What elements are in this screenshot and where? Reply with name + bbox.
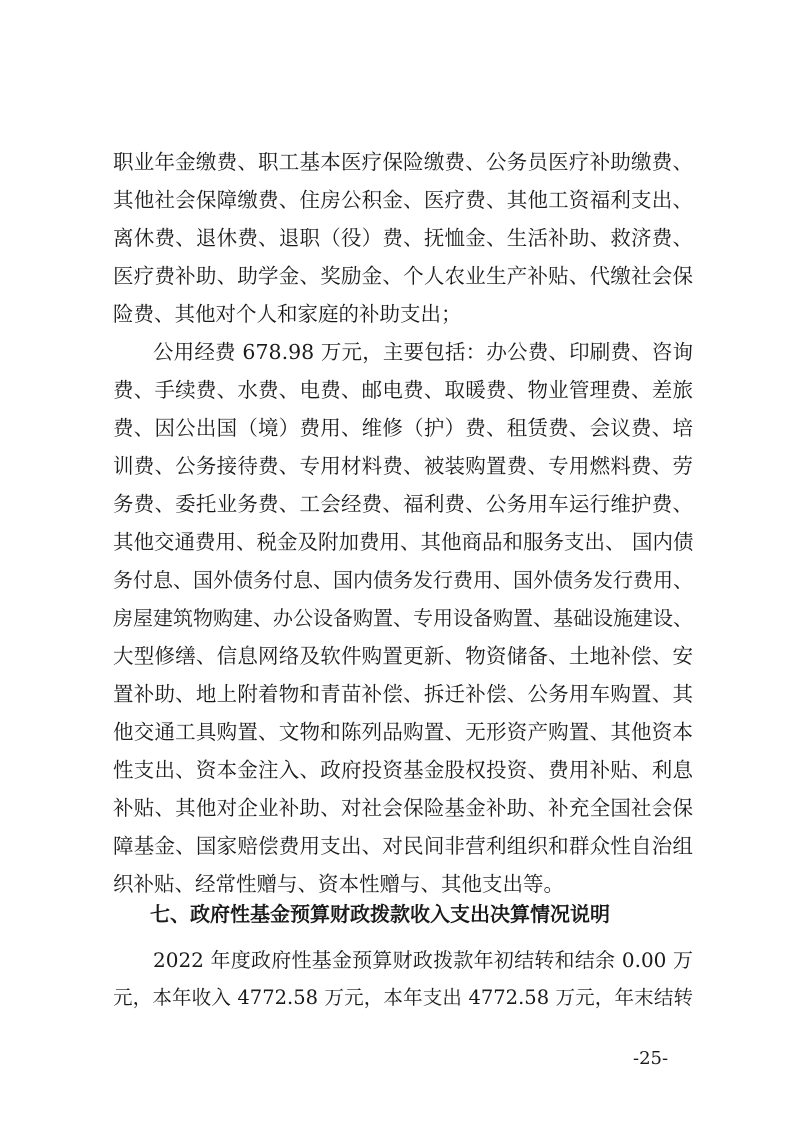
text-line: 离休费、退休费、退职（役）费、抚恤金、生活补助、救济费、 [113, 226, 693, 250]
text-line: 务付息、国外债务付息、国内债务发行费用、国外债务发行费用、 [113, 568, 693, 592]
text-line: 费、因公出国（境）费用、维修（护）费、租赁费、会议费、培 [113, 416, 693, 440]
text-line: 障基金、国家赔偿费用支出、对民间非营利组织和群众性自治组 [113, 834, 693, 858]
text-line: 医疗费补助、助学金、奖励金、个人农业生产补贴、代缴社会保 [113, 264, 693, 288]
text-line: 性支出、资本金注入、政府投资基金股权投资、费用补贴、利息 [113, 758, 693, 782]
text-line: 他交通工具购置、文物和陈列品购置、无形资产购置、其他资本 [113, 720, 693, 744]
text-line: 其他社会保障缴费、住房公积金、医疗费、其他工资福利支出、 [113, 188, 693, 212]
section-heading: 七、政府性基金预算财政拨款收入支出决算情况说明 [150, 902, 610, 926]
text-line: 房屋建筑物购建、办公设备购置、专用设备购置、基础设施建设、 [113, 606, 693, 630]
text-line: 置补助、地上附着物和青苗补偿、拆迁补偿、公务用车购置、其 [113, 682, 693, 706]
text-line: 元，本年收入 4772.58 万元，本年支出 4772.58 万元，年末结转 [113, 986, 693, 1009]
text-line: 2022 年度政府性基金预算财政拨款年初结转和结余 0.00 万 [153, 948, 693, 972]
text-line: 公用经费 678.98 万元，主要包括：办公费、印刷费、咨询 [153, 340, 693, 364]
text-line: 其他交通费用、税金及附加费用、其他商品和服务支出、 国内债 [113, 530, 694, 554]
text-line: 务费、委托业务费、工会经费、福利费、公务用车运行维护费、 [113, 492, 693, 516]
text-line: 险费、其他对个人和家庭的补助支出； [113, 302, 462, 326]
text-line: 补贴、其他对企业补助、对社会保险基金补助、补充全国社会保 [113, 796, 693, 820]
page-number: -25- [633, 1048, 669, 1069]
text-line: 大型修缮、信息网络及软件购置更新、物资储备、土地补偿、安 [113, 644, 693, 668]
text-line: 费、手续费、水费、电费、邮电费、取暖费、物业管理费、差旅 [113, 378, 693, 402]
text-line: 职业年金缴费、职工基本医疗保险缴费、公务员医疗补助缴费、 [113, 150, 693, 174]
text-line: 训费、公务接待费、专用材料费、被装购置费、专用燃料费、劳 [113, 454, 693, 478]
text-line: 织补贴、经常性赠与、资本性赠与、其他支出等。 [113, 872, 564, 896]
